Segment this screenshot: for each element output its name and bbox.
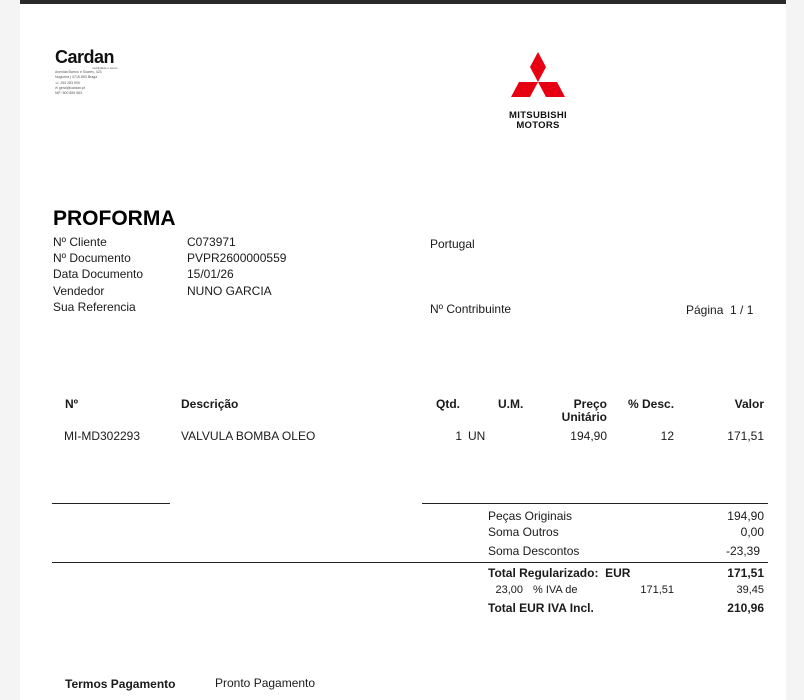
page-margin-right xyxy=(786,0,804,700)
contribuinte-label: Nº Contribuinte xyxy=(430,302,512,316)
field-value-cliente: C073971 xyxy=(187,235,236,249)
field-label-referencia: Sua Referencia xyxy=(53,300,136,314)
col-header-qty: Qtd. xyxy=(436,397,460,411)
soma-descontos-label: Soma Descontos xyxy=(488,544,580,558)
iva-rate: 23,00 xyxy=(495,584,523,596)
document-title: PROFORMA xyxy=(53,207,176,230)
row-num: MI-MD302293 xyxy=(64,429,141,443)
phone-icon: ☏ xyxy=(55,81,60,85)
page-label: Página xyxy=(686,303,724,317)
company-email: ✉ geral@cardan.pt xyxy=(55,86,85,90)
row-value: 171,51 xyxy=(727,429,764,443)
field-label-documento: Nº Documento xyxy=(53,251,131,265)
total-regularizado-value: 171,51 xyxy=(727,566,764,580)
soma-outros-label: Soma Outros xyxy=(488,525,559,539)
separator-right xyxy=(422,503,768,504)
three-diamonds-icon xyxy=(505,50,571,106)
iva-value: 39,45 xyxy=(736,584,764,596)
company-tagline: mobilidade e futuro xyxy=(92,66,118,70)
field-label-vendedor: Vendedor xyxy=(53,284,105,298)
soma-outros-value: 0,00 xyxy=(740,525,764,539)
mail-icon: ✉ xyxy=(55,86,58,90)
soma-descontos-value: -23,39 xyxy=(725,544,760,558)
payment-terms-label: Termos Pagamento xyxy=(65,677,176,691)
total-regularizado-label: Total Regularizado: EUR xyxy=(488,566,631,580)
row-um: UN xyxy=(468,429,486,443)
col-header-num: Nº xyxy=(65,397,79,411)
total-iva-incl-label: Total EUR IVA Incl. xyxy=(488,601,594,615)
currency-code: EUR xyxy=(605,566,631,580)
company-nif: NIF: 500 859 563 xyxy=(55,91,83,95)
field-value-data: 15/01/26 xyxy=(187,267,234,281)
col-header-price-line2: Unitário xyxy=(561,410,607,424)
pecas-originais-value: 194,90 xyxy=(727,509,764,523)
page-margin-left xyxy=(0,0,20,700)
total-iva-incl-value: 210,96 xyxy=(727,601,764,615)
top-border xyxy=(0,0,804,4)
col-header-disc: % Desc. xyxy=(628,397,675,411)
col-header-price xyxy=(540,397,607,424)
row-desc: VALVULA BOMBA OLEO xyxy=(181,429,316,443)
row-disc: 12 xyxy=(660,429,674,443)
separator-left xyxy=(52,503,170,504)
separator-full xyxy=(52,562,768,563)
page-number xyxy=(686,303,753,317)
iva-base: 171,51 xyxy=(640,584,674,596)
company-phone: ☏ 253 283 900 xyxy=(55,81,80,85)
payment-terms-value: Pronto Pagamento xyxy=(215,676,316,690)
col-header-price-line1: Preço xyxy=(573,397,607,411)
field-label-cliente: Nº Cliente xyxy=(53,235,107,249)
field-value-documento: PVPR2600000559 xyxy=(187,251,287,265)
iva-label: % IVA de xyxy=(533,584,578,596)
row-price: 194,90 xyxy=(570,429,607,443)
company-name: Cardan xyxy=(55,47,115,67)
client-country: Portugal xyxy=(430,237,475,251)
field-value-vendedor: NUNO GARCIA xyxy=(187,284,272,298)
page-value: 1 / 1 xyxy=(730,303,754,317)
col-header-value: Valor xyxy=(734,397,764,411)
pecas-originais-label: Peças Originais xyxy=(488,509,573,523)
mitsubishi-logo xyxy=(505,50,571,131)
company-address-1: Avenida Barros e Soares, 423 xyxy=(55,70,102,74)
field-label-data: Data Documento xyxy=(53,267,144,281)
brand-line1: MITSUBISHI xyxy=(509,110,567,121)
company-logo xyxy=(55,47,114,68)
brand-line2: MOTORS xyxy=(516,120,560,131)
col-header-um: U.M. xyxy=(498,397,524,411)
company-address-2: Nogueira | 4715-553 Braga xyxy=(55,75,98,79)
row-qty: 1 xyxy=(455,429,462,443)
col-header-desc: Descrição xyxy=(181,397,239,411)
